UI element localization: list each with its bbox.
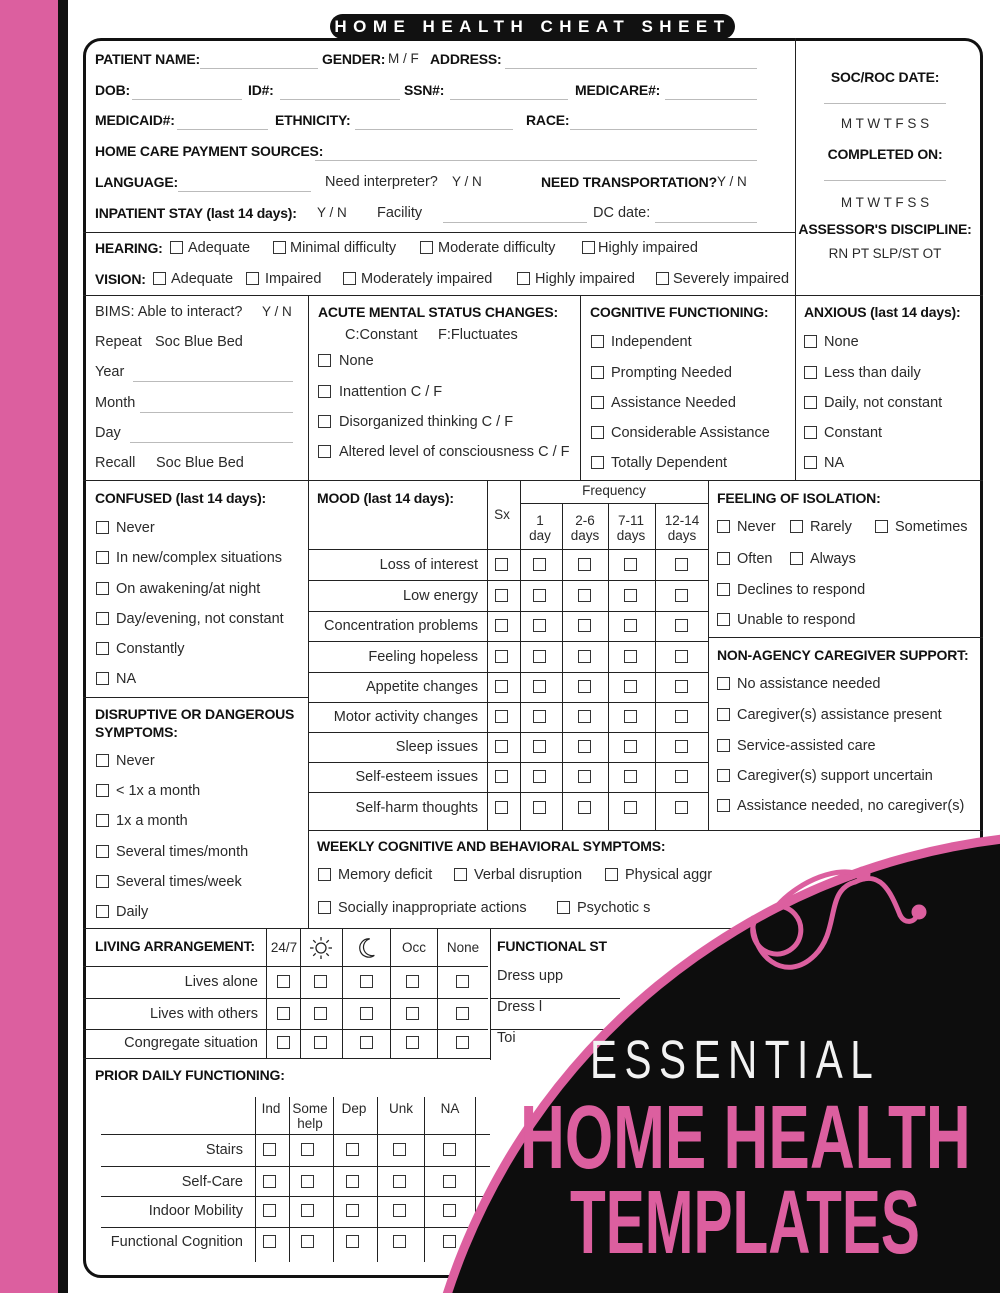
cover-title-home-health: HOME HEALTH [520,1088,971,1188]
prior-rows-0-text: Stairs [205,1142,243,1158]
mood-rows-8-text: Self-harm thoughts [355,800,478,816]
disruptive-items-2-text: 1x a month [116,813,188,829]
confused-items-3-text: Day/evening, not constant [116,611,284,627]
acute-items-1-text: Inattention C / F [339,384,443,400]
schedule-completed-on-text: COMPLETED ON: [827,146,943,162]
cognitive-items-4-text: Totally Dependent [611,455,728,471]
anxious-items-3-text: Constant [824,425,883,441]
weekly-items-1-text: Verbal disruption [474,867,583,883]
mood-frequency-text: Frequency [582,483,646,498]
patient-facility-text: Facility [377,205,423,221]
weekly-items-3-text: Socially inappropriate actions [338,900,527,916]
disruptive-items-3-text: Several times/month [116,844,249,860]
disruptive-items-0-text: Never [116,753,155,769]
isolation-items-4-text: Always [810,551,856,567]
vision-options-2-text: Moderately impaired [361,271,493,287]
schedule-disciplines-text: RN PT SLP/ST OT [828,246,942,261]
patient-inpatient-stay-text: INPATIENT STAY (last 14 days): [95,205,297,221]
anxious-items-1-text: Less than daily [824,365,921,381]
acute-items-3-text: Altered level of consciousness C / F [339,444,570,460]
patient-id-text: ID#: [248,82,274,98]
mood-rows-5-text: Motor activity changes [333,709,478,725]
isolation-items-0-text: Never [737,519,776,535]
weekly-title-text: WEEKLY COGNITIVE AND BEHAVIORAL SYMPTOMS: [317,838,666,854]
cover-title-templates: TEMPLATES [570,1173,920,1273]
mood-rows-1-text: Low energy [403,588,478,604]
cognitive-title-text: COGNITIVE FUNCTIONING: [590,304,769,320]
bims-label-text: BIMS: Able to interact? [95,304,243,320]
prior-columns-1-text: Some help [292,1101,328,1131]
caregiver-items-3-text: Caregiver(s) support uncertain [737,768,933,784]
patient-transportation-text: NEED TRANSPORTATION? [541,174,717,190]
patient-dob-text: DOB: [95,82,130,98]
patient-inpatient-options-text: Y / N [317,205,347,220]
hearing-options-3-text: Highly impaired [598,240,698,256]
bims-day-text: Day [95,425,121,441]
patient-gender-text: GENDER: [322,51,386,67]
disruptive-items-1-text: < 1x a month [116,783,201,799]
acute-constant-text: C:Constant [345,327,418,343]
caregiver-items-4-text: Assistance needed, no caregiver(s) [737,798,965,814]
confused-items-0-text: Never [116,520,155,536]
living-rows-0-text: Lives alone [184,974,258,990]
living-rows-1-text: Lives with others [150,1006,258,1022]
mood-rows-7-text: Self-esteem issues [355,769,478,785]
acute-fluctuates-text: F:Fluctuates [438,327,518,343]
mood-rows-4-text: Appetite changes [365,679,478,695]
cognitive-items-2-text: Assistance Needed [611,395,736,411]
bims-month-text: Month [95,395,136,411]
disruptive-title-line1-text: DISRUPTIVE OR DANGEROUS [95,706,295,722]
prior-columns-2-text: Dep [341,1101,367,1116]
confused-title-text: CONFUSED (last 14 days): [95,490,267,506]
hearing-options-0-text: Adequate [188,240,251,256]
bims-recall-words-text: Soc Blue Bed [156,455,244,471]
weekly-items-0-text: Memory deficit [338,867,433,883]
bims-repeat-words-text: Soc Blue Bed [155,334,243,350]
mood-columns-1-text: 2-6 days [570,513,600,543]
patient-patient-name-text: PATIENT NAME: [95,51,200,67]
cover-title-essential: ESSENTIAL [590,1030,881,1090]
patient-language-text: LANGUAGE: [95,174,178,190]
mood-rows-3-text: Feeling hopeless [368,649,478,665]
patient-address-text: ADDRESS: [430,51,502,67]
patient-gender-options-text: M / F [388,51,419,66]
hearing-options-1-text: Minimal difficulty [290,240,397,256]
confused-items-2-text: On awakening/at night [116,581,261,597]
patient-interpreter-text: Need interpreter? [325,174,438,190]
vision-options-0-text: Adequate [171,271,234,287]
prior-columns-3-text: Unk [388,1101,413,1116]
functional-rows-1-text: Dress l [497,999,543,1015]
mood-title-text: MOOD (last 14 days): [317,490,454,506]
acute-items-2-text: Disorganized thinking C / F [339,414,514,430]
mood-rows-6-text: Sleep issues [395,739,478,755]
isolation-items-3-text: Often [737,551,773,567]
functional-title-text: FUNCTIONAL ST [497,938,607,954]
living-title-text: LIVING ARRANGEMENT: [95,938,255,954]
mood-rows-2-text: Concentration problems [324,618,478,634]
prior-rows-3-text: Functional Cognition [110,1234,243,1250]
living-col-none-text: None [446,940,480,955]
schedule-soc-roc-date-text: SOC/ROC DATE: [830,69,940,85]
anxious-items-2-text: Daily, not constant [824,395,943,411]
anxious-title-text: ANXIOUS (last 14 days): [804,304,961,320]
mood-columns-2-text: 7-11 days [616,513,646,543]
weekly-items-4-text: Psychotic s [577,900,651,916]
anxious-items-0-text: None [824,334,859,350]
disruptive-items-4-text: Several times/week [116,874,242,890]
bims-recall-text: Recall [95,455,136,471]
prior-rows-2-text: Indoor Mobility [148,1203,243,1219]
vision-options-1-text: Impaired [265,271,322,287]
mood-rows-0-text: Loss of interest [379,557,478,573]
prior-title-text: PRIOR DAILY FUNCTIONING: [95,1067,285,1083]
functional-rows-2-text: Toi [497,1030,516,1046]
vision-options-3-text: Highly impaired [535,271,635,287]
patient-ssn-text: SSN#: [404,82,445,98]
isolation-items-6-text: Unable to respond [737,612,856,628]
prior-columns-4-text: NA [440,1101,460,1116]
sheet-title: HOME HEALTH CHEAT SHEET [330,14,735,39]
acute-items-0-text: None [339,353,374,369]
acute-title-text: ACUTE MENTAL STATUS CHANGES: [318,304,558,320]
mood-columns-3-text: 12-14 days [664,513,700,543]
bims-repeat-text: Repeat [95,334,142,350]
cognitive-items-0-text: Independent [611,334,692,350]
living-rows-2-text: Congregate situation [124,1035,258,1051]
patient-medicaid-text: MEDICAID#: [95,112,175,128]
bims-year-text: Year [95,364,125,380]
patient-interpreter-options-text: Y / N [452,174,482,189]
prior-columns-0-text: Ind [261,1101,281,1116]
caregiver-items-2-text: Service-assisted care [737,738,876,754]
stethoscope-icon [715,860,930,990]
caregiver-items-1-text: Caregiver(s) assistance present [737,707,942,723]
confused-items-5-text: NA [116,671,137,687]
disruptive-title-line2-text: SYMPTOMS: [95,724,178,740]
isolation-items-1-text: Rarely [810,519,852,535]
patient-payment-sources-text: HOME CARE PAYMENT SOURCES: [95,143,324,159]
isolation-items-2-text: Sometimes [895,519,968,535]
isolation-items-5-text: Declines to respond [737,582,866,598]
disruptive-items-5-text: Daily [116,904,149,920]
cognitive-items-1-text: Prompting Needed [611,365,732,381]
hearing-options-2-text: Moderate difficulty [438,240,556,256]
confused-items-1-text: In new/complex situations [116,550,283,566]
mood-columns-0-text: 1 day [529,513,551,543]
patient-transportation-options-text: Y / N [717,174,747,189]
schedule-assessor-discipline-text: ASSESSOR'S DISCIPLINE: [798,221,972,237]
confused-items-4-text: Constantly [116,641,185,657]
caregiver-title-text: NON-AGENCY CAREGIVER SUPPORT: [717,647,969,663]
cognitive-items-3-text: Considerable Assistance [611,425,770,441]
functional-rows-0-text: Dress upp [497,968,564,984]
living-col-occ-text: Occ [401,940,426,955]
mood-sx-text: Sx [494,507,510,522]
schedule-completed-days-text: M T W T F S S [840,195,930,210]
anxious-items-4-text: NA [824,455,845,471]
vision-label-text: VISION: [95,271,146,287]
patient-dc-date-text: DC date: [593,205,651,221]
hearing-label-text: HEARING: [95,240,163,256]
patient-race-text: RACE: [526,112,570,128]
patient-medicare-text: MEDICARE#: [575,82,661,98]
living-col-all-day-text: 24/7 [270,940,298,955]
caregiver-items-0-text: No assistance needed [737,676,881,692]
bims-options-text: Y / N [262,304,292,319]
isolation-title-text: FEELING OF ISOLATION: [717,490,881,506]
prior-rows-1-text: Self-Care [181,1174,243,1190]
weekly-items-2-text: Physical aggr [625,867,713,883]
vision-options-4-text: Severely impaired [673,271,790,287]
schedule-soc-days-text: M T W T F S S [840,116,930,131]
patient-ethnicity-text: ETHNICITY: [275,112,351,128]
